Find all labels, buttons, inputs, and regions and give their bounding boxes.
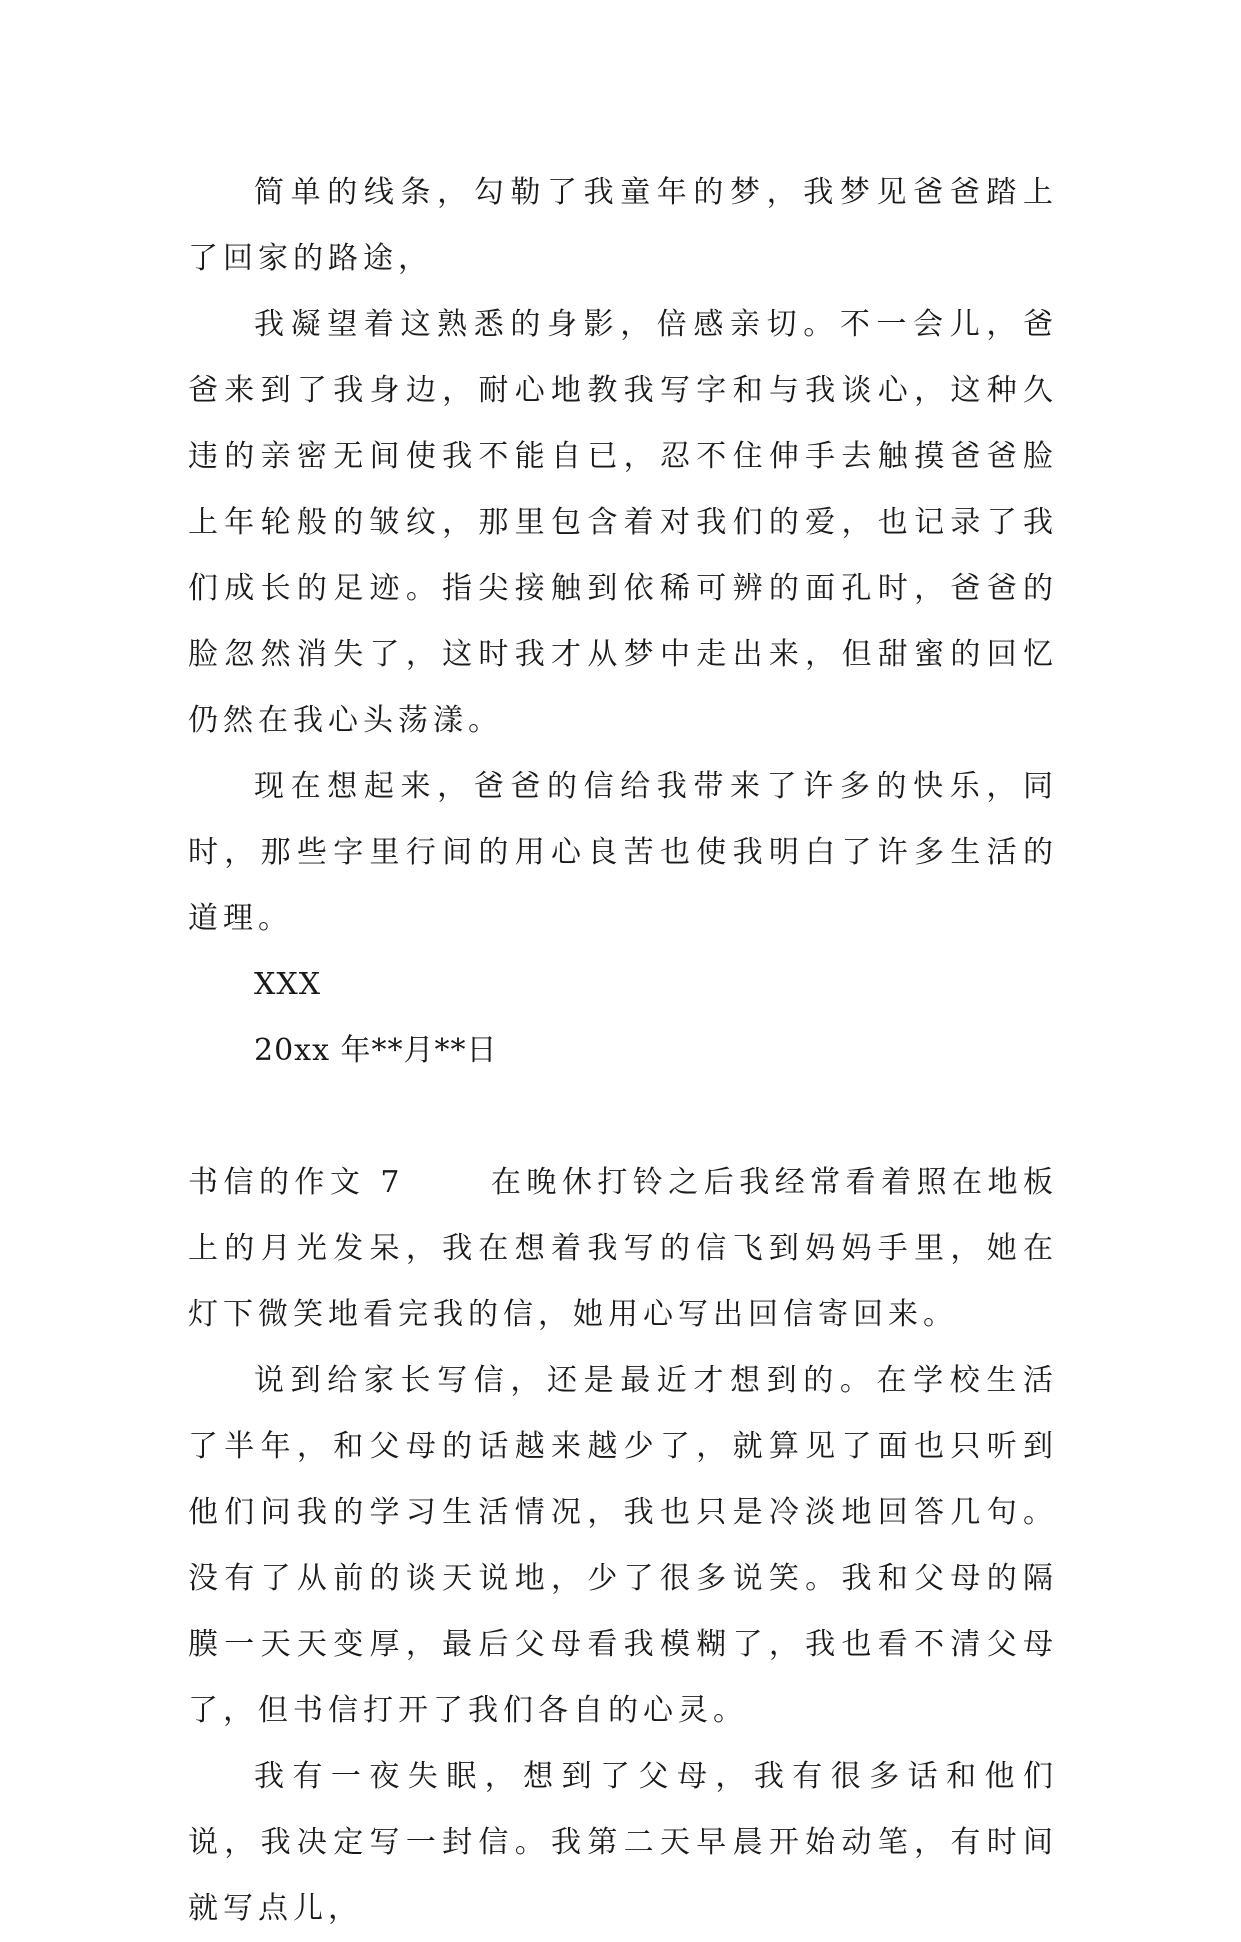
section-first-text: 在晚休打铃之后我经常看着照在地板上的月光发呆，我在想着我写的信飞到妈妈手里，她在灯下微笑地看完我的信，她用心写出回信寄回来。 — [188, 1165, 1058, 1332]
section-opening-paragraph — [188, 1150, 1058, 1348]
paragraph: 我凝望着这熟悉的身影，倍感亲切。不一会儿，爸爸来到了我身边，耐心地教我写字和与我谈心，这种久违的亲密无间使我不能自已，忍不住伸手去触摸爸爸脸上年轮般的皱纹，那里包含着对我们的爱，也记录了我们成长的足迹。指尖接触到依稀可辨的面孔时，爸爸的脸忽然消失了，这时我才从梦中走出来，但甜蜜的回忆仍然在我心头荡漾。 — [188, 307, 1058, 738]
blank-line — [188, 1084, 1058, 1150]
paragraph: 简单的线条，勾勒了我童年的梦，我梦见爸爸踏上了回家的路途， — [188, 175, 1058, 276]
section-title: 书信的作文 7 — [188, 1165, 405, 1200]
document-body — [188, 160, 1058, 1942]
signature-name: XXX — [254, 967, 322, 1002]
paragraph: 我有一夜失眠，想到了父母，我有很多话和他们说，我决定写一封信。我第二天早晨开始动笔，有时间就写点儿， — [188, 1759, 1058, 1926]
paragraph: 说到给家长写信，还是最近才想到的。在学校生活了半年，和父母的话越来越少了，就算见了面也只听到他们问我的学习生活情况，我也只是冷淡地回答几句。没有了从前的谈天说地，少了很多说笑。我和父母的隔膜一天天变厚，最后父母看我模糊了，我也看不清父母了，但书信打开了我们各自的心灵。 — [188, 1363, 1058, 1728]
paragraph: 现在想起来，爸爸的信给我带来了许多的快乐，同时，那些字里行间的用心良苦也使我明白了许多生活的道理。 — [188, 769, 1058, 936]
signature-date: 20xx 年**月**日 — [254, 1033, 498, 1068]
